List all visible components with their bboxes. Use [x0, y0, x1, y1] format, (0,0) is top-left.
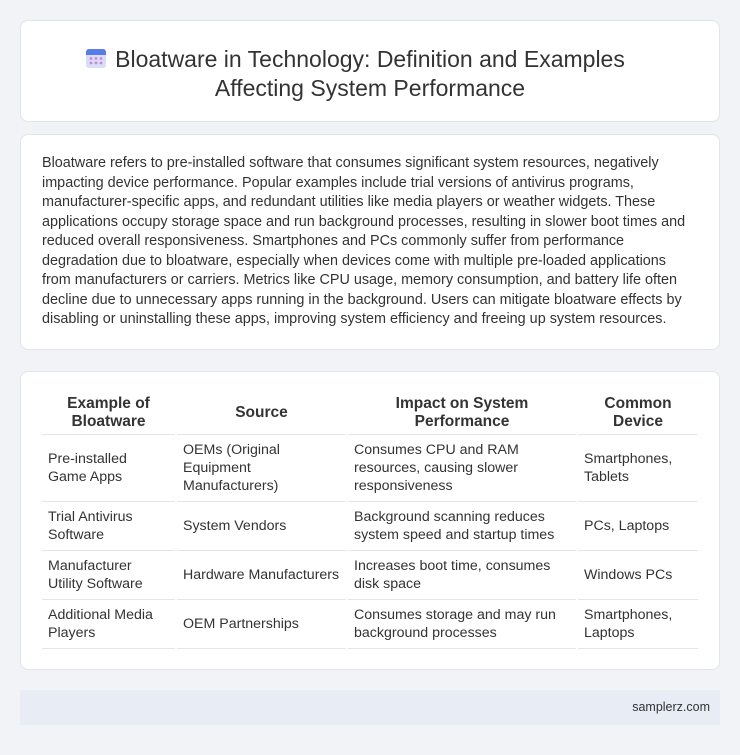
- header-example: Example of Bloatware: [42, 393, 176, 435]
- cell-device: PCs, Laptops: [577, 502, 698, 551]
- table-row: [42, 502, 698, 551]
- table-row: [42, 435, 698, 502]
- cell-example: Additional Media Players: [42, 600, 176, 649]
- cell-example: Pre-installed Game Apps: [42, 435, 176, 502]
- footer-bar: [20, 690, 720, 725]
- cell-source: OEM Partnerships: [176, 600, 347, 649]
- header-device: Common Device: [577, 393, 698, 435]
- cell-impact: Increases boot time, consumes disk space: [347, 551, 577, 600]
- table-row: [42, 551, 698, 600]
- cell-impact: Background scanning reduces system speed and startup times: [347, 502, 577, 551]
- cell-impact: Consumes CPU and RAM resources, causing slower responsiveness: [347, 435, 577, 502]
- header-impact: Impact on System Performance: [347, 393, 577, 435]
- footer-site-link[interactable]: samplerz.com: [632, 700, 710, 714]
- title-card: [20, 20, 720, 122]
- cell-device: Smartphones, Laptops: [577, 600, 698, 649]
- cell-device: Smartphones, Tablets: [577, 435, 698, 502]
- page-title: [21, 45, 719, 103]
- page-title-line-1: Bloatware in Technology: Definition and Examples: [115, 46, 625, 72]
- cell-impact: Consumes storage and may run background processes: [347, 600, 577, 649]
- cell-source: OEMs (Original Equipment Manufacturers): [176, 435, 347, 502]
- description-text: Bloatware refers to pre-installed software that consumes significant system resources, negatively impacting device performance. Popular examples include trial versions of antivirus programs, manufacturer-specific apps, and redundant utilities like media players or weather widgets. These applications occupy storage space and run background processes, resulting in slower boot times and reduced overall responsiveness. Smartphones and PCs commonly suffer from performance degradation due to bloatware, especially when devices come with multiple pre-loaded applications from manufacturers or carriers. Metrics like CPU usage, memory consumption, and battery life often decline due to unnecessary apps running in the background. Users can mitigate bloatware effects by disabling or uninstalling these apps, improving system efficiency and freeing up system resources.: [42, 155, 686, 327]
- bloatware-table: [42, 393, 698, 649]
- description-card: [20, 134, 720, 350]
- table-row: [42, 600, 698, 649]
- cell-example: Manufacturer Utility Software: [42, 551, 176, 600]
- table-card: [20, 371, 720, 670]
- table-header-row: [42, 393, 698, 435]
- header-source: Source: [176, 393, 347, 435]
- cell-example: Trial Antivirus Software: [42, 502, 176, 551]
- cell-device: Windows PCs: [577, 551, 698, 600]
- page-title-line-2: Affecting System Performance: [214, 75, 526, 101]
- cell-source: System Vendors: [176, 502, 347, 551]
- cell-source: Hardware Manufacturers: [176, 551, 347, 600]
